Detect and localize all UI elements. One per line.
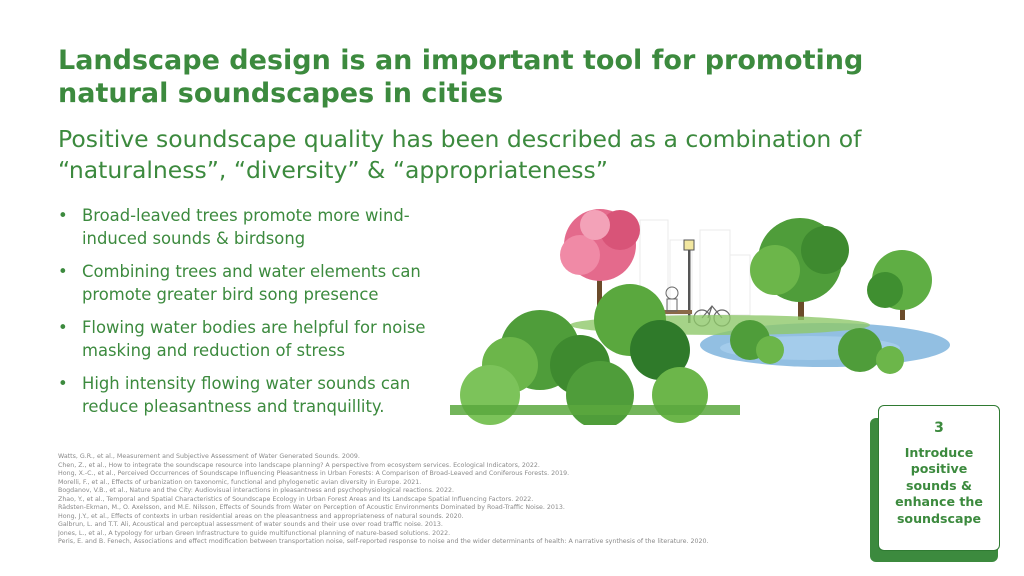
bullet-dot-icon: •: [58, 318, 68, 337]
reference-item: Peris, E. and B. Fenech, Associations and effect modification between transportation noise, self-reported response to noise and the wider determinants of health: A narrative synthesis of the literature. 2020.: [58, 538, 709, 545]
slide-subtitle: Positive soundscape quality has been described as a combination of “naturalness”, “diversity” & “appropriateness”: [58, 125, 862, 184]
reference-item: Bogdanov, V.B., et al., Nature and the City: Audiovisual interactions in pleasantness and psychophysiological reactions. 2022.: [58, 487, 454, 494]
reference-item: Rådsten-Ekman, M., Ö. Axelsson, and M.E. Nilsson, Effects of Sounds from Water on Perception of Acoustic Environments Dominated by Road-Traffic Noise. 2013.: [58, 504, 565, 511]
step-card: [878, 405, 1000, 551]
reference-item: Chen, Z., et al., How to integrate the soundscape resource into landscape planning? A perspective from ecosystem services. Ecological Indicators, 2022.: [58, 461, 540, 469]
reference-item: Watts, G.R., et al., Measurement and Subjective Assessment of Water Generated Sounds. 2009.: [58, 453, 360, 460]
bullet-item: • Combining trees and water elements can promote greater bird song presence: [58, 262, 421, 304]
references: [58, 453, 848, 547]
slide-title: Landscape design is an important tool for promoting natural soundscapes in cities: [58, 45, 864, 109]
bullet-item: • Broad-leaved trees promote more wind-induced sounds & birdsong: [58, 206, 410, 248]
reference-item: Jones, L., et al., A typology for urban Green Infrastructure to guide multifunctional planning of nature-based solutions. 2022.: [58, 529, 451, 537]
reference-item: Zhao, Y., et al., Temporal and Spatial Characteristics of Soundscape Ecology in Urban Forest Areas and Its Landscape Spatial Influencing Factors. 2022.: [58, 495, 534, 503]
bullet-dot-icon: •: [58, 374, 68, 393]
bullet-dot-icon: •: [58, 262, 68, 281]
reference-item: Hong, X.-C., et al., Perceived Occurrences of Soundscape Influencing Pleasantness in Urban Forests: A Comparison of Broad-Leaved and Coniferous Forests. 2019.: [58, 470, 570, 477]
landscape-illustration: [430, 200, 950, 425]
reference-item: Hong, J.Y., et al., Effects of contexts in urban residential areas on the pleasantness and appropriateness of natural sounds. 2020.: [58, 512, 464, 520]
bullet-dot-icon: •: [58, 206, 68, 225]
reference-item: Galbrun, L. and T.T. Ali, Acoustical and perceptual assessment of water sounds and their use over road traffic noise. 2013.: [58, 521, 443, 528]
step-number: 3: [934, 420, 944, 436]
broadleaf-tree-icon: [750, 218, 932, 320]
step-label: Introduce positive sounds & enhance the soundscape: [895, 444, 983, 526]
bullet-item: • High intensity flowing water sounds can reduce pleasantness and tranquillity.: [58, 374, 411, 416]
bullet-item: • Flowing water bodies are helpful for noise masking and reduction of stress: [58, 318, 426, 360]
bullet-list: [58, 204, 468, 428]
reference-item: Morelli, F., et al., Effects of urbanization on taxonomic, functional and phylogenetic avian diversity in Europe. 2021.: [58, 478, 422, 486]
